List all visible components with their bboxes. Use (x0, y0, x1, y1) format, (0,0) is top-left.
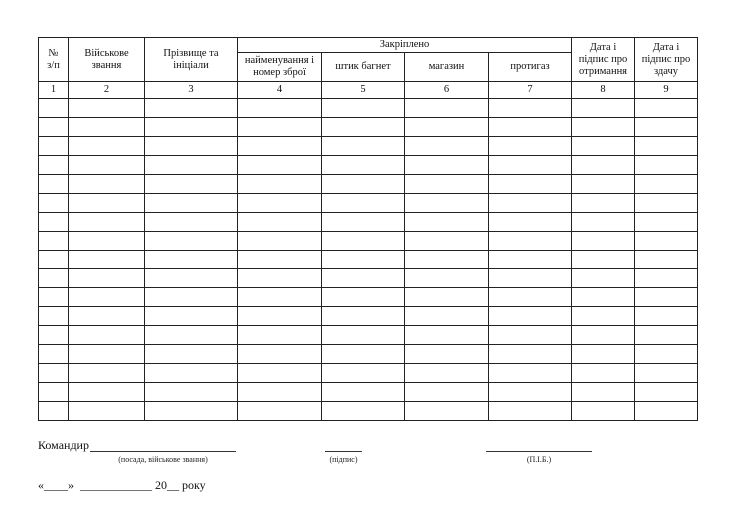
table-cell[interactable] (572, 402, 635, 421)
table-cell[interactable] (489, 155, 572, 174)
table-cell[interactable] (145, 212, 238, 231)
table-cell[interactable] (405, 99, 489, 118)
table-cell[interactable] (322, 364, 405, 383)
table-row (39, 155, 698, 174)
header-assigned: Закріплено (238, 38, 572, 53)
table-cell[interactable] (69, 288, 145, 307)
header-num: № з/п (39, 38, 69, 82)
commander-label: Командир (38, 438, 89, 452)
table-row (39, 402, 698, 421)
table-cell[interactable] (69, 326, 145, 345)
table-cell[interactable] (238, 117, 322, 136)
table-cell[interactable] (572, 269, 635, 288)
table-cell[interactable] (39, 269, 69, 288)
column-number: 6 (405, 82, 489, 99)
table-cell[interactable] (405, 231, 489, 250)
table-cell[interactable] (635, 269, 698, 288)
name-caption: (П.І.Б.) (526, 455, 552, 464)
table-cell[interactable] (145, 288, 238, 307)
table-cell[interactable] (489, 307, 572, 326)
table-cell[interactable] (489, 231, 572, 250)
table-cell[interactable] (145, 99, 238, 118)
column-number: 5 (322, 82, 405, 99)
table-cell[interactable] (635, 231, 698, 250)
table-row (39, 99, 698, 118)
table-cell[interactable] (69, 99, 145, 118)
table-cell[interactable] (238, 402, 322, 421)
table-cell[interactable] (145, 269, 238, 288)
table-cell[interactable] (572, 364, 635, 383)
weapons-register-table (38, 37, 698, 421)
table-cell[interactable] (238, 345, 322, 364)
table-cell[interactable] (238, 99, 322, 118)
name-line[interactable] (486, 451, 592, 452)
table-cell[interactable] (39, 193, 69, 212)
table-row (39, 136, 698, 155)
table-cell[interactable] (572, 117, 635, 136)
signature-line[interactable] (325, 451, 362, 452)
table-cell[interactable] (635, 155, 698, 174)
table-cell[interactable] (405, 212, 489, 231)
table-cell[interactable] (405, 288, 489, 307)
table-cell[interactable] (572, 326, 635, 345)
table-cell[interactable] (635, 364, 698, 383)
table-cell[interactable] (489, 250, 572, 269)
table-cell[interactable] (322, 269, 405, 288)
table-cell[interactable] (405, 307, 489, 326)
table-cell[interactable] (322, 402, 405, 421)
table-row (39, 326, 698, 345)
table-cell[interactable] (322, 250, 405, 269)
column-number: 7 (489, 82, 572, 99)
table-cell[interactable] (69, 383, 145, 402)
table-cell[interactable] (39, 383, 69, 402)
table-cell[interactable] (489, 364, 572, 383)
table-cell[interactable] (572, 174, 635, 193)
column-number: 2 (69, 82, 145, 99)
table-row (39, 345, 698, 364)
header-magazine: магазин (405, 53, 489, 82)
table-cell[interactable] (489, 402, 572, 421)
table-cell[interactable] (572, 383, 635, 402)
table-cell[interactable] (572, 345, 635, 364)
table-cell[interactable] (405, 136, 489, 155)
table-cell[interactable] (238, 307, 322, 326)
header-rank: Військове звання (69, 38, 145, 82)
table-cell[interactable] (145, 193, 238, 212)
table-cell[interactable] (635, 402, 698, 421)
table-cell[interactable] (238, 174, 322, 193)
table-cell[interactable] (322, 99, 405, 118)
table-cell[interactable] (635, 174, 698, 193)
table-cell[interactable] (489, 345, 572, 364)
header-returned: Дата і підпис про здачу (635, 38, 698, 82)
table-cell[interactable] (145, 364, 238, 383)
table-cell[interactable] (39, 326, 69, 345)
table-row (39, 288, 698, 307)
position-caption: (посада, військове звання) (118, 455, 208, 464)
table-cell[interactable] (69, 155, 145, 174)
table-cell[interactable] (238, 231, 322, 250)
table-cell[interactable] (39, 117, 69, 136)
table-cell[interactable] (322, 383, 405, 402)
table-row (39, 117, 698, 136)
table-cell[interactable] (405, 402, 489, 421)
table-cell[interactable] (322, 326, 405, 345)
table-cell[interactable] (572, 99, 635, 118)
table-cell[interactable] (69, 307, 145, 326)
table-cell[interactable] (238, 326, 322, 345)
table-cell[interactable] (572, 136, 635, 155)
table-cell[interactable] (39, 250, 69, 269)
table-cell[interactable] (145, 174, 238, 193)
table-cell[interactable] (39, 212, 69, 231)
table-cell[interactable] (322, 155, 405, 174)
table-cell[interactable] (635, 193, 698, 212)
table-cell[interactable] (489, 99, 572, 118)
table-cell[interactable] (405, 193, 489, 212)
table-cell[interactable] (145, 136, 238, 155)
table-cell[interactable] (489, 212, 572, 231)
table-cell[interactable] (635, 212, 698, 231)
table-cell[interactable] (39, 307, 69, 326)
table-cell[interactable] (322, 288, 405, 307)
table-cell[interactable] (39, 155, 69, 174)
table-cell[interactable] (489, 117, 572, 136)
table-cell[interactable] (405, 269, 489, 288)
table-cell[interactable] (39, 174, 69, 193)
table-cell[interactable] (39, 99, 69, 118)
table-row (39, 231, 698, 250)
table-cell[interactable] (145, 155, 238, 174)
table-cell[interactable] (405, 250, 489, 269)
table-cell[interactable] (69, 402, 145, 421)
column-number: 8 (572, 82, 635, 99)
table-cell[interactable] (405, 345, 489, 364)
table-cell[interactable] (635, 326, 698, 345)
column-numbers-row (39, 82, 698, 99)
table-cell[interactable] (635, 250, 698, 269)
table-cell[interactable] (489, 383, 572, 402)
table-cell[interactable] (405, 174, 489, 193)
table-cell[interactable] (145, 250, 238, 269)
table-cell[interactable] (635, 345, 698, 364)
table-cell[interactable] (405, 155, 489, 174)
table-row (39, 364, 698, 383)
commander-signature-block (38, 438, 698, 468)
table-row (39, 174, 698, 193)
table-cell[interactable] (238, 155, 322, 174)
date-line[interactable]: «____» ____________ 20__ року (38, 478, 206, 492)
table-cell[interactable] (405, 326, 489, 345)
table-cell[interactable] (572, 193, 635, 212)
register-body (39, 99, 698, 421)
header-gasmask: протигаз (489, 53, 572, 82)
table-cell[interactable] (69, 174, 145, 193)
table-cell[interactable] (69, 345, 145, 364)
table-cell[interactable] (69, 136, 145, 155)
table-row (39, 383, 698, 402)
table-cell[interactable] (572, 231, 635, 250)
table-cell[interactable] (39, 402, 69, 421)
table-cell[interactable] (635, 288, 698, 307)
column-number: 1 (39, 82, 69, 99)
table-row (39, 212, 698, 231)
table-cell[interactable] (322, 231, 405, 250)
table-cell[interactable] (145, 231, 238, 250)
table-cell[interactable] (39, 136, 69, 155)
table-cell[interactable] (145, 326, 238, 345)
table-cell[interactable] (145, 402, 238, 421)
table-cell[interactable] (238, 269, 322, 288)
table-cell[interactable] (489, 326, 572, 345)
table-cell[interactable] (322, 136, 405, 155)
table-cell[interactable] (635, 117, 698, 136)
table-cell[interactable] (238, 288, 322, 307)
column-number: 4 (238, 82, 322, 99)
table-cell[interactable] (69, 269, 145, 288)
table-cell[interactable] (322, 212, 405, 231)
table-cell[interactable] (322, 307, 405, 326)
table-cell[interactable] (238, 193, 322, 212)
table-cell[interactable] (405, 364, 489, 383)
table-cell[interactable] (39, 345, 69, 364)
table-row (39, 193, 698, 212)
table-cell[interactable] (489, 288, 572, 307)
header-name: Прізвище та ініціали (145, 38, 238, 82)
table-cell[interactable] (489, 193, 572, 212)
table-cell[interactable] (238, 364, 322, 383)
table-row (39, 307, 698, 326)
table-cell[interactable] (635, 136, 698, 155)
column-number: 9 (635, 82, 698, 99)
table-cell[interactable] (572, 212, 635, 231)
table-cell[interactable] (69, 231, 145, 250)
table-cell[interactable] (238, 136, 322, 155)
table-cell[interactable] (145, 117, 238, 136)
table-cell[interactable] (69, 212, 145, 231)
table-cell[interactable] (145, 383, 238, 402)
signature-caption: (підпис) (329, 455, 358, 464)
table-cell[interactable] (489, 174, 572, 193)
table-cell[interactable] (322, 345, 405, 364)
header-weapon: найменування і номер зброї (238, 53, 322, 82)
table-cell[interactable] (635, 307, 698, 326)
table-cell[interactable] (238, 383, 322, 402)
table-cell[interactable] (489, 136, 572, 155)
header-bayonet: штик багнет (322, 53, 405, 82)
table-cell[interactable] (69, 117, 145, 136)
table-cell[interactable] (322, 193, 405, 212)
table-cell[interactable] (322, 174, 405, 193)
table-cell[interactable] (69, 250, 145, 269)
table-cell[interactable] (145, 345, 238, 364)
table-row (39, 269, 698, 288)
table-cell[interactable] (238, 250, 322, 269)
table-cell[interactable] (39, 364, 69, 383)
table-cell[interactable] (405, 117, 489, 136)
table-cell[interactable] (635, 99, 698, 118)
table-cell[interactable] (572, 288, 635, 307)
table-cell[interactable] (238, 212, 322, 231)
column-number: 3 (145, 82, 238, 99)
table-cell[interactable] (405, 383, 489, 402)
table-cell[interactable] (572, 155, 635, 174)
table-cell[interactable] (322, 117, 405, 136)
position-line[interactable] (90, 451, 236, 452)
table-cell[interactable] (39, 288, 69, 307)
table-row (39, 250, 698, 269)
table-cell[interactable] (39, 231, 69, 250)
table-cell[interactable] (572, 250, 635, 269)
table-cell[interactable] (69, 364, 145, 383)
table-cell[interactable] (572, 307, 635, 326)
table-cell[interactable] (635, 383, 698, 402)
table-cell[interactable] (69, 193, 145, 212)
header-received: Дата і підпис про отримання (572, 38, 635, 82)
table-cell[interactable] (145, 307, 238, 326)
table-cell[interactable] (489, 269, 572, 288)
